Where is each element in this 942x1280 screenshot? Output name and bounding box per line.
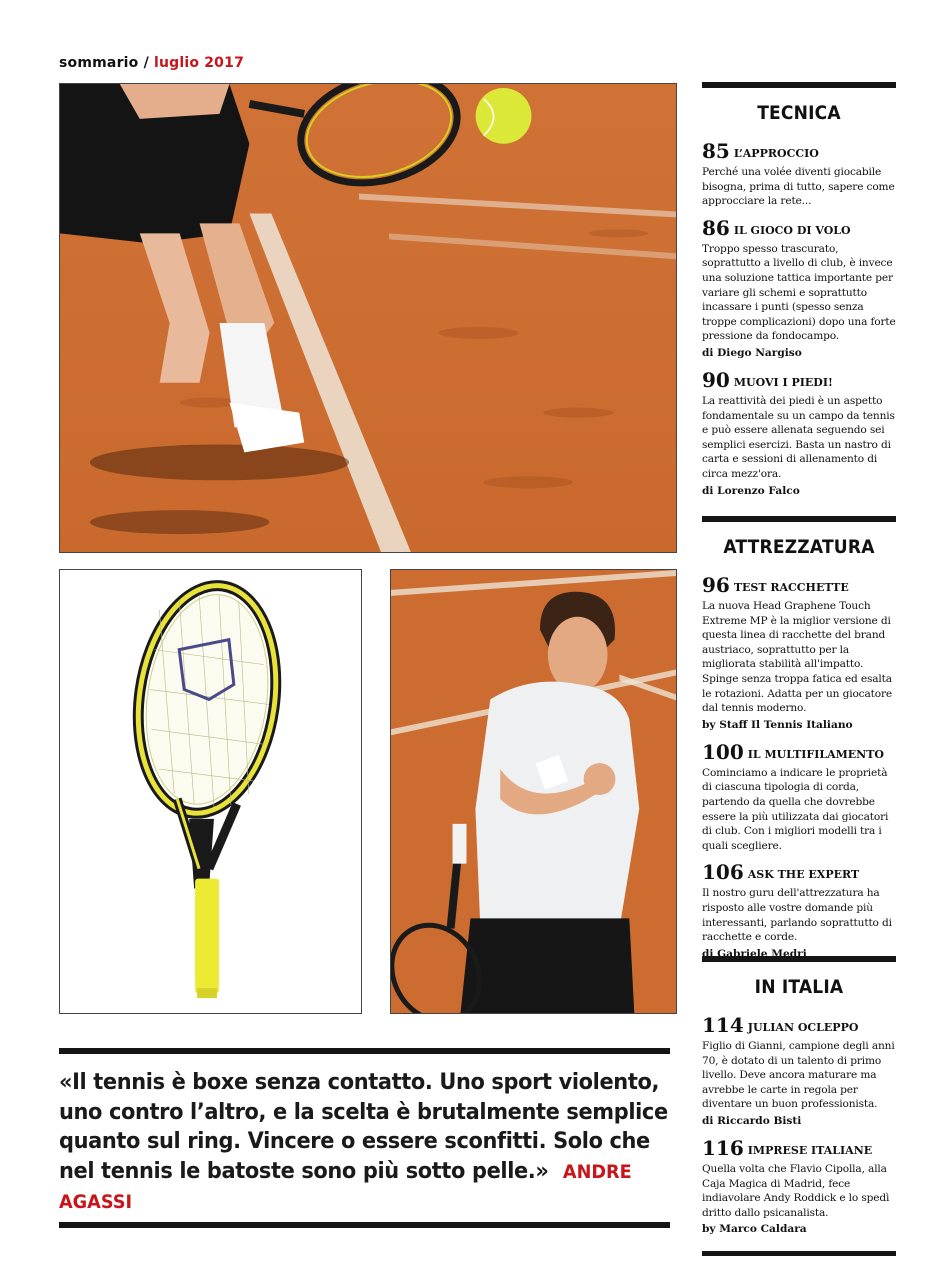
article-heading bbox=[702, 140, 896, 165]
article-heading bbox=[702, 861, 896, 886]
section-title: ATTREZZATURA bbox=[723, 536, 875, 558]
article-entry[interactable] bbox=[702, 741, 896, 854]
article-title: TEST RACCHETTE bbox=[733, 581, 849, 594]
article-heading bbox=[702, 1137, 896, 1162]
article-description: Troppo spesso trascurato, soprattutto a livello di club, è invece una soluzione tattica importante per variare gli schemi e soprattutto incassare i punti (spesso senza troppe complicazioni) dopo una forte pressione da fondocampo. bbox=[702, 242, 896, 343]
article-heading bbox=[702, 217, 896, 242]
issue-date: luglio 2017 bbox=[153, 55, 245, 71]
pull-quote bbox=[59, 1048, 670, 1228]
article-title: IL GIOCO DI VOLO bbox=[733, 223, 851, 237]
article-entry[interactable] bbox=[702, 369, 896, 499]
article-title: L’APPROCCIO bbox=[733, 147, 819, 160]
article-description: La nuova Head Graphene Touch Extreme MP è la miglior versione di questa linea di racchette del brand austriaco, soprattutto per la migliorata stabilità all'impatto. Spinge senza troppa fatica ed esalta le rotazioni. Adatta per un giocatore dal tennis moderno. bbox=[702, 600, 892, 715]
article-entry[interactable] bbox=[702, 1137, 896, 1237]
article-description: Il nostro guru dell'attrezzatura ha risposto alle vostre domande più interessanti, parlando soprattutto di racchette e corde. bbox=[702, 887, 892, 944]
article-entry[interactable] bbox=[702, 217, 896, 361]
page-number: 100 bbox=[702, 739, 744, 764]
article-heading bbox=[702, 369, 896, 394]
section-title: IN ITALIA bbox=[754, 976, 844, 998]
main-photo bbox=[59, 83, 677, 553]
page-number: 96 bbox=[702, 573, 730, 597]
page-number: 114 bbox=[702, 1013, 744, 1037]
article-entry[interactable] bbox=[702, 574, 896, 733]
racket-photo bbox=[59, 569, 362, 1014]
article-title: ASK THE EXPERT bbox=[747, 868, 860, 882]
section-in-italia bbox=[702, 956, 896, 1256]
article-author: by Staff Il Tennis Italiano bbox=[702, 718, 853, 731]
article-entry[interactable] bbox=[702, 140, 896, 209]
page-number: 106 bbox=[702, 860, 744, 885]
player-photo bbox=[390, 569, 677, 1014]
article-title: JULIAN OCLEPPO bbox=[747, 1021, 859, 1034]
header-separator: / bbox=[138, 55, 154, 71]
article-description: Figlio di Gianni, campione degli anni 70, è dotato di un talento di primo livello. Deve ancora maturare ma avrebbe le carte in regola per diventare un buon professionista. bbox=[702, 1040, 895, 1111]
section-label: sommario bbox=[59, 55, 139, 71]
article-author: di Riccardo Bisti bbox=[702, 1114, 802, 1127]
contents-sidebar bbox=[702, 82, 896, 1256]
page-number: 90 bbox=[702, 367, 730, 392]
quote-body bbox=[59, 1068, 668, 1218]
article-author: di Lorenzo Falco bbox=[702, 484, 800, 497]
section-tecnica bbox=[702, 82, 896, 516]
page-number: 85 bbox=[702, 139, 730, 163]
article-entry[interactable] bbox=[702, 1014, 896, 1129]
article-description: La reattività dei piedi è un aspetto fondamentale su un campo da tennis e può essere allenata seguendo sei semplici esercizi. Basta un nastro di carta e sessioni di allenamento di circa mezz'ora. bbox=[702, 394, 895, 480]
page-number: 116 bbox=[702, 1135, 744, 1160]
article-description: Quella volta che Flavio Cipolla, alla Caja Magica di Madrid, fece indiavolare Andy Roddick e lo spedì dritto dallo psicanalista. bbox=[702, 1162, 890, 1219]
quote-text: «Il tennis è boxe senza contatto. Uno sport violento, uno contro l’altro, e la scelta è brutalmente semplice quanto sul ring. Vincere o essere sconfitti. Solo che nel tennis le batoste sono più sotto pelle.» bbox=[59, 1069, 668, 1184]
page-number: 86 bbox=[702, 215, 730, 240]
article-heading bbox=[702, 741, 896, 766]
quote-author: ANDRE AGASSI bbox=[59, 1160, 632, 1213]
article-description: Cominciamo a indicare le proprietà di ciascuna tipologia di corda, partendo da quella che dovrebbe essere la più utilizzata dai giocatori di club. Con i migliori modelli tra i quali scegliere. bbox=[702, 766, 889, 852]
section-attrezzatura bbox=[702, 516, 896, 960]
article-heading bbox=[702, 1014, 896, 1039]
article-entry[interactable] bbox=[702, 861, 896, 961]
article-heading bbox=[702, 574, 896, 599]
article-title: MUOVI I PIEDI! bbox=[733, 375, 833, 389]
page-header bbox=[59, 55, 244, 71]
article-description: Perché una volée diventi giocabile bisogna, prima di tutto, sapere come approcciare la rete... bbox=[702, 166, 895, 208]
article-author: di Gabriele Medri bbox=[702, 947, 807, 960]
article-title: IL MULTIFILAMENTO bbox=[747, 747, 885, 761]
article-title: IMPRESE ITALIANE bbox=[747, 1143, 873, 1157]
article-author: by Marco Caldara bbox=[702, 1223, 807, 1236]
article-author: di Diego Nargiso bbox=[702, 346, 802, 359]
section-title: TECNICA bbox=[757, 102, 841, 124]
